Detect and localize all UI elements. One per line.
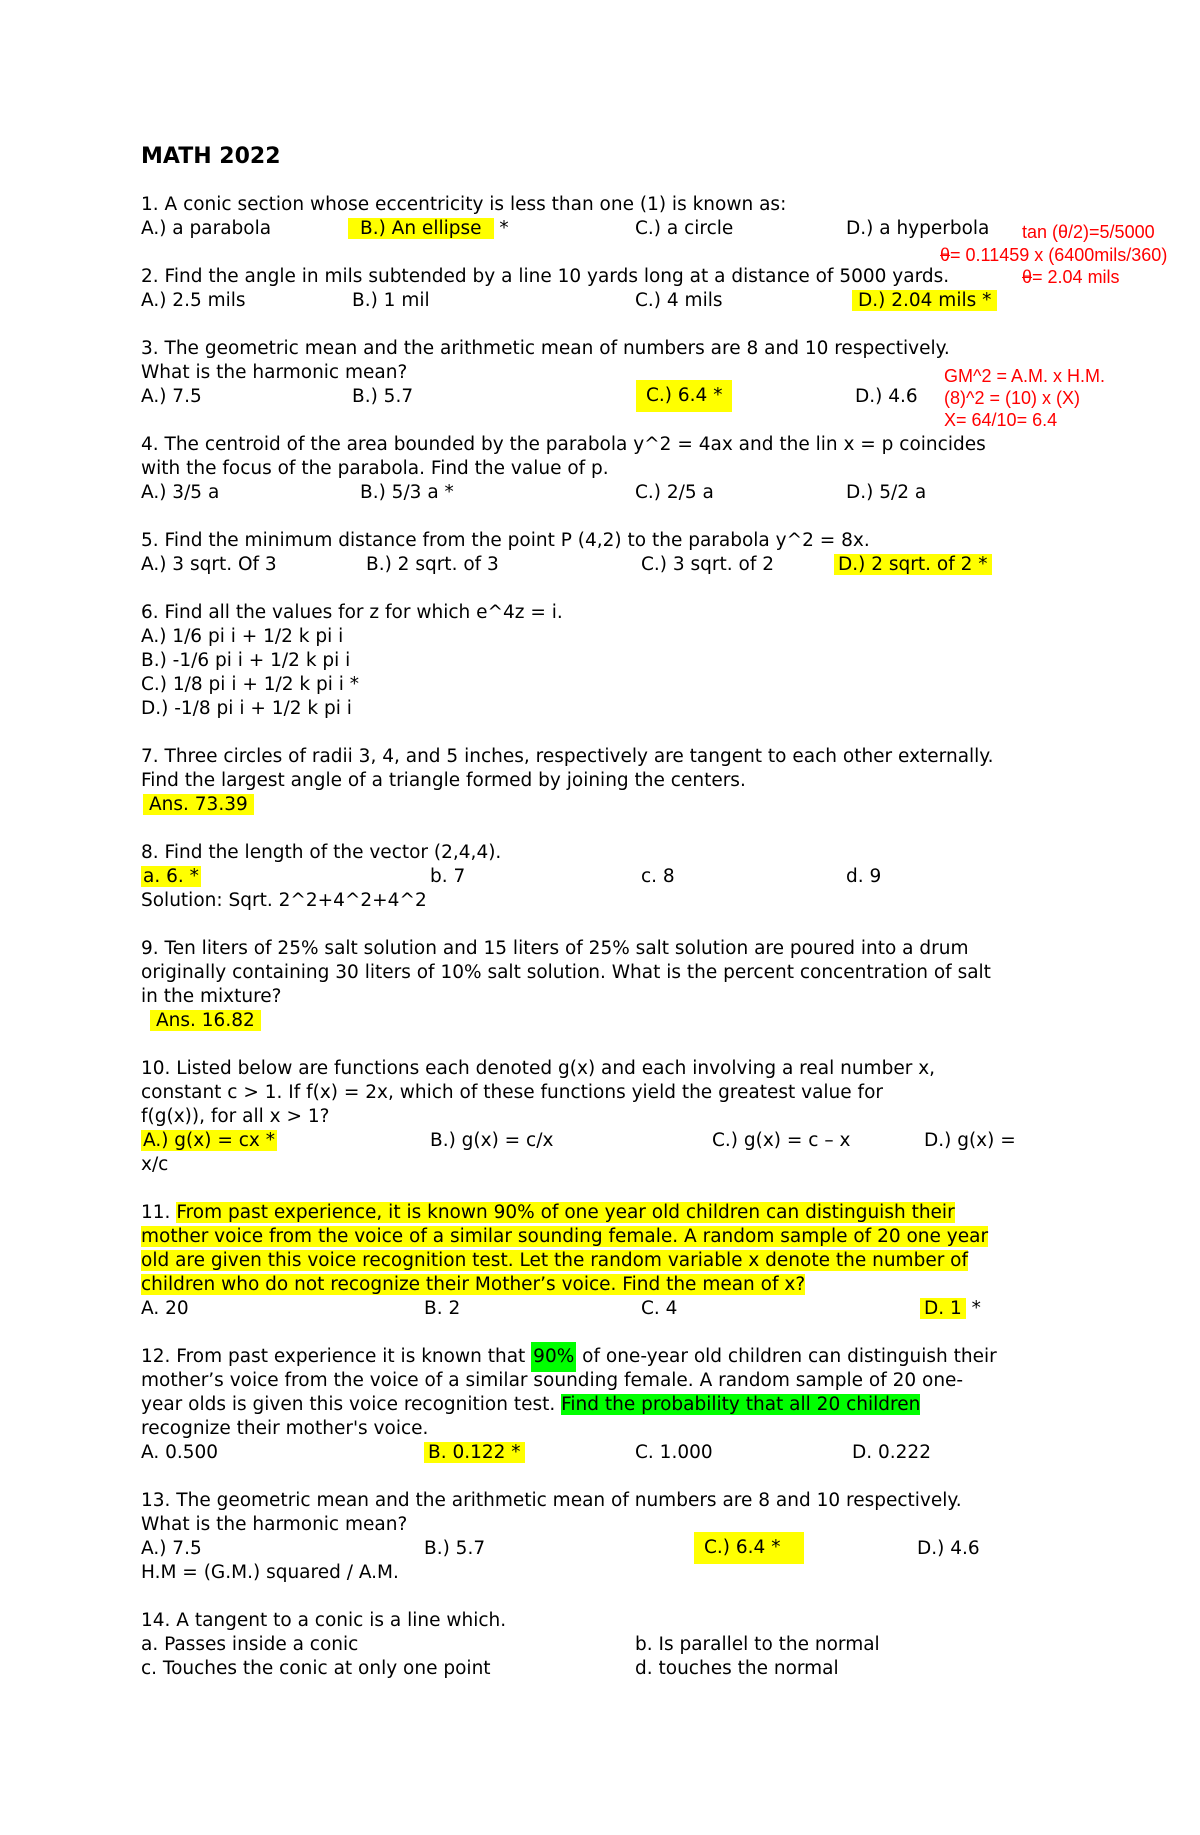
question-3-stem-line1: 3. The geometric mean and the arithmetic mean of numbers are 8 and 10 respectively. [141, 338, 950, 359]
handwritten-note-q3-line3: X= 64/10= 6.4 [944, 410, 1058, 430]
stem-text: 12. From past experience it is known that [141, 1346, 532, 1367]
question-3-option-c [636, 380, 732, 412]
question-4-option-b: B.) 5/3 a * [360, 482, 454, 503]
question-3-stem-line2: What is the harmonic mean? [141, 362, 408, 383]
question-2-option-b: B.) 1 mil [352, 290, 430, 311]
green-highlight: 90% [531, 1342, 576, 1372]
question-5-option-b: B.) 2 sqrt. of 3 [366, 554, 499, 575]
question-2-option-c: C.) 4 mils [635, 290, 723, 311]
note-text: = 2.04 mils [1032, 267, 1120, 287]
question-11-option-a: A. 20 [141, 1298, 189, 1319]
question-9-stem-line3: in the mixture? [141, 986, 282, 1007]
question-9-answer [150, 1009, 261, 1033]
answer-highlight: A.) g(x) = cx * [143, 1130, 275, 1151]
question-1-option-d: D.) a hyperbola [846, 218, 990, 239]
question-13-stem-line2: What is the harmonic mean? [141, 1514, 408, 1535]
question-11-stem-line4 [141, 1273, 805, 1297]
question-3-option-d: D.) 4.6 [855, 386, 918, 407]
question-11-stem-line2 [141, 1225, 988, 1249]
question-8-option-a [141, 865, 201, 889]
highlighted-text: old are given this voice recognition test. Let the random variable x denote the number of [141, 1250, 969, 1271]
question-10-option-c: C.) g(x) = c – x [712, 1130, 851, 1151]
answer-highlight: D.) 2 sqrt. of 2 * [834, 554, 992, 575]
answer-highlight: B. 0.122 * [424, 1442, 525, 1463]
handwritten-note-q2-line3 [1022, 265, 1120, 289]
question-6-option-d: D.) -1/8 pi i + 1/2 k pi i [141, 698, 352, 719]
question-11-stem-line1 [141, 1201, 955, 1225]
green-highlight: Find the probability that all 20 children [561, 1394, 921, 1415]
question-3-option-b: B.) 5.7 [352, 386, 414, 407]
stem-text: year olds is given this voice recognition test. [141, 1394, 562, 1415]
question-12-stem-line1 [141, 1345, 997, 1372]
question-10-option-d: D.) g(x) = [924, 1130, 1016, 1151]
question-number: 11. [141, 1202, 177, 1223]
question-14-option-a: a. Passes inside a conic [141, 1634, 359, 1655]
handwritten-note-q3-line2: (8)^2 = (10) x (X) [944, 388, 1080, 408]
question-5-stem: 5. Find the minimum distance from the point P (4,2) to the parabola y^2 = 8x. [141, 530, 870, 551]
question-8-stem: 8. Find the length of the vector (2,4,4). [141, 842, 502, 863]
handwritten-note-q3-line1: GM^2 = A.M. x H.M. [944, 366, 1105, 386]
question-2-option-d [852, 289, 997, 313]
question-13-stem-line1: 13. The geometric mean and the arithmetic mean of numbers are 8 and 10 respectively. [141, 1490, 962, 1511]
answer-highlight: B.) An ellipse [348, 218, 494, 239]
question-1-option-b [348, 217, 509, 241]
highlighted-text: mother voice from the voice of a similar sounding female. A random sample of 20 one year [141, 1226, 989, 1247]
question-11-option-d [920, 1297, 981, 1321]
question-4-option-d: D.) 5/2 a [846, 482, 927, 503]
answer-highlight: C.) 6.4 * [636, 380, 732, 412]
question-14-option-d: d. touches the normal [635, 1658, 839, 1679]
answer-highlight: D.) 2.04 mils * [852, 290, 997, 311]
question-3-option-a: A.) 7.5 [141, 386, 202, 407]
question-11-option-b: B. 2 [424, 1298, 461, 1319]
handwritten-note-q2-line1: tan (θ/2)=5/5000 [1022, 222, 1155, 242]
question-1-stem: 1. A conic section whose eccentricity is less than one (1) is known as: [141, 194, 787, 215]
question-2-stem: 2. Find the angle in mils subtended by a line 10 yards long at a distance of 5000 yards. [141, 266, 950, 287]
theta-symbol: θ [1022, 267, 1033, 287]
question-11-stem-line3 [141, 1249, 968, 1273]
question-13-option-d: D.) 4.6 [917, 1538, 980, 1559]
question-10-option-a [141, 1129, 277, 1153]
question-14-option-c: c. Touches the conic at only one point [141, 1658, 491, 1679]
question-8-solution: Solution: Sqrt. 2^2+4^2+4^2 [141, 890, 427, 911]
question-12-stem-line4: recognize their mother's voice. [141, 1418, 429, 1439]
question-12-option-d: D. 0.222 [852, 1442, 931, 1463]
document-title: MATH 2022 [141, 144, 281, 169]
question-7-stem-line1: 7. Three circles of radii 3, 4, and 5 inches, respectively are tangent to each other externally. [141, 746, 994, 767]
note-text: = 0.11459 x (6400mils/360) [950, 245, 1168, 265]
question-13-option-a: A.) 7.5 [141, 1538, 202, 1559]
question-13-note: H.M = (G.M.) squared / A.M. [141, 1562, 399, 1583]
question-1-option-c: C.) a circle [635, 218, 734, 239]
question-12-option-c: C. 1.000 [635, 1442, 713, 1463]
answer-highlight: a. 6. * [143, 866, 199, 887]
answer-highlight: C.) 6.4 * [694, 1532, 804, 1564]
answer-mark: * [493, 218, 509, 239]
question-1-option-a: A.) a parabola [141, 218, 272, 239]
question-6-stem: 6. Find all the values for z for which e^4z = i. [141, 602, 563, 623]
question-4-option-a: A.) 3/5 a [141, 482, 220, 503]
stem-text: of one-year old children can distinguish their [576, 1346, 997, 1367]
question-6-option-c: C.) 1/8 pi i + 1/2 k pi i * [141, 674, 359, 695]
question-10-option-b: B.) g(x) = c/x [430, 1130, 554, 1151]
question-5-option-d [834, 553, 992, 577]
question-5-option-c: C.) 3 sqrt. of 2 [641, 554, 775, 575]
answer-highlight: Ans. 16.82 [150, 1010, 261, 1031]
question-12-stem-line2: mother’s voice from the voice of a similar sounding female. A random sample of 20 one- [141, 1370, 964, 1391]
answer-highlight: Ans. 73.39 [143, 794, 254, 815]
question-8-option-d: d. 9 [846, 866, 882, 887]
question-4-stem-line1: 4. The centroid of the area bounded by the parabola y^2 = 4ax and the lin x = p coincides [141, 434, 986, 455]
answer-highlight: D. 1 [920, 1298, 966, 1319]
highlighted-text: From past experience, it is known 90% of one year old children can distinguish their [176, 1202, 955, 1223]
question-10-stem-line1: 10. Listed below are functions each denoted g(x) and each involving a real number x, [141, 1058, 936, 1079]
question-6-option-a: A.) 1/6 pi i + 1/2 k pi i [141, 626, 344, 647]
question-4-stem-line2: with the focus of the parabola. Find the value of p. [141, 458, 609, 479]
question-5-option-a: A.) 3 sqrt. Of 3 [141, 554, 277, 575]
highlighted-text: children who do not recognize their Mother’s voice. Find the mean of x? [141, 1274, 806, 1295]
question-10-stem-line3: f(g(x)), for all x > 1? [141, 1106, 330, 1127]
question-7-answer [143, 793, 254, 817]
theta-symbol: θ [940, 245, 951, 265]
question-7-stem-line2: Find the largest angle of a triangle formed by joining the centers. [141, 770, 746, 791]
question-13-option-c [694, 1532, 804, 1564]
handwritten-note-q2-line2 [940, 243, 1167, 267]
question-9-stem-line2: originally containing 30 liters of 10% salt solution. What is the percent concentration of salt [141, 962, 991, 983]
question-4-option-c: C.) 2/5 a [635, 482, 714, 503]
question-2-option-a: A.) 2.5 mils [141, 290, 246, 311]
question-14-option-b: b. Is parallel to the normal [635, 1634, 880, 1655]
question-14-stem: 14. A tangent to a conic is a line which. [141, 1610, 507, 1631]
question-13-option-b: B.) 5.7 [424, 1538, 486, 1559]
question-11-option-c: C. 4 [641, 1298, 678, 1319]
question-8-option-b: b. 7 [430, 866, 466, 887]
question-10-option-d-continued: x/c [141, 1154, 169, 1175]
question-10-stem-line2: constant c > 1. If f(x) = 2x, which of these functions yield the greatest value for [141, 1082, 883, 1103]
question-9-stem-line1: 9. Ten liters of 25% salt solution and 15 liters of 25% salt solution are poured into a drum [141, 938, 969, 959]
question-12-option-b [424, 1441, 525, 1465]
question-12-option-a: A. 0.500 [141, 1442, 219, 1463]
question-12-stem-line3 [141, 1393, 920, 1417]
question-8-option-c: c. 8 [641, 866, 675, 887]
answer-mark: * [965, 1298, 981, 1319]
question-6-option-b: B.) -1/6 pi i + 1/2 k pi i [141, 650, 351, 671]
